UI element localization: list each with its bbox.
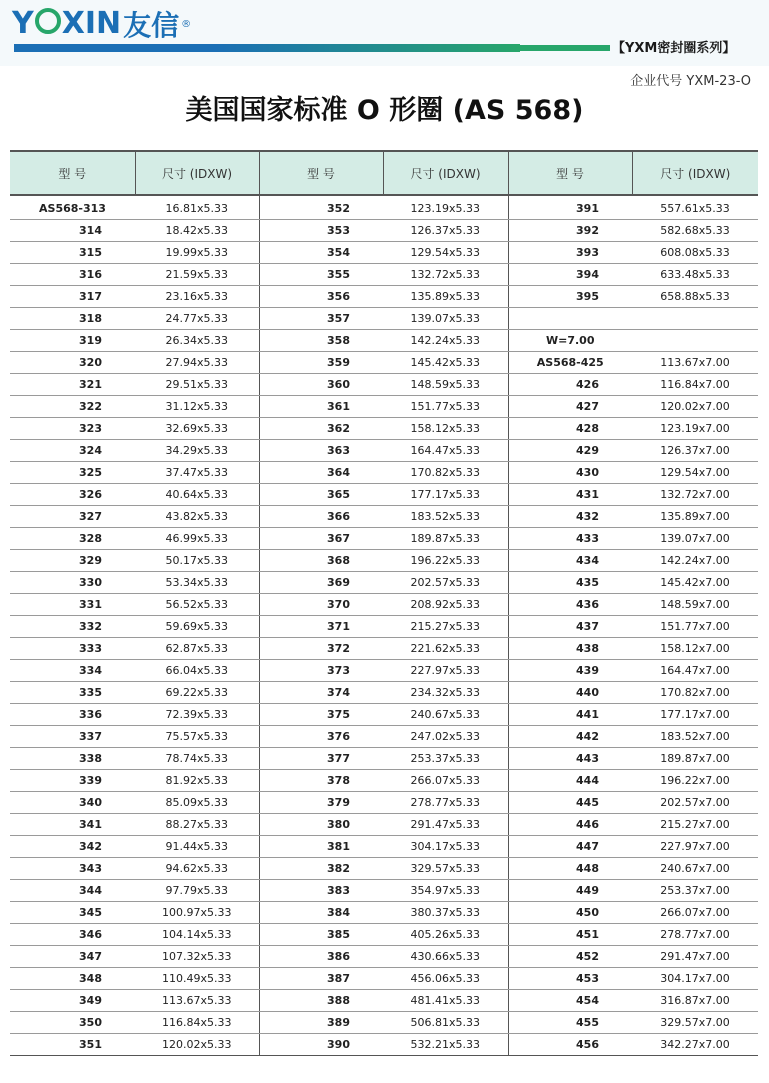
model-cell: 348 — [10, 968, 135, 990]
model-cell: 365 — [259, 484, 383, 506]
size-cell: 29.51x5.33 — [135, 374, 259, 396]
size-cell: 170.82x5.33 — [383, 462, 508, 484]
model-cell: 344 — [10, 880, 135, 902]
model-cell: AS568-425 — [508, 352, 632, 374]
table-row — [10, 748, 758, 770]
size-cell: 123.19x7.00 — [632, 418, 758, 440]
size-cell: 240.67x7.00 — [632, 858, 758, 880]
model-cell: 437 — [508, 616, 632, 638]
model-cell: 337 — [10, 726, 135, 748]
page-header — [0, 0, 769, 66]
table-row — [10, 506, 758, 528]
table-row — [10, 990, 758, 1012]
table-row — [10, 352, 758, 374]
size-cell: 31.12x5.33 — [135, 396, 259, 418]
model-cell: 379 — [259, 792, 383, 814]
model-cell: 332 — [10, 616, 135, 638]
table-row — [10, 330, 758, 352]
size-cell: 342.27x7.00 — [632, 1034, 758, 1056]
size-cell: 170.82x7.00 — [632, 682, 758, 704]
table-row — [10, 396, 758, 418]
model-cell: 427 — [508, 396, 632, 418]
model-cell: 436 — [508, 594, 632, 616]
size-cell: 56.52x5.33 — [135, 594, 259, 616]
size-cell: 456.06x5.33 — [383, 968, 508, 990]
size-cell: 202.57x7.00 — [632, 792, 758, 814]
model-cell: 319 — [10, 330, 135, 352]
model-cell: 433 — [508, 528, 632, 550]
model-cell: 439 — [508, 660, 632, 682]
size-cell: 329.57x7.00 — [632, 1012, 758, 1034]
model-cell: 391 — [508, 195, 632, 220]
model-cell: 318 — [10, 308, 135, 330]
size-cell: 582.68x5.33 — [632, 220, 758, 242]
size-cell: 59.69x5.33 — [135, 616, 259, 638]
model-cell: 347 — [10, 946, 135, 968]
header-accent-bar-green — [520, 45, 610, 51]
table-row — [10, 308, 758, 330]
size-cell: 120.02x7.00 — [632, 396, 758, 418]
size-cell: 278.77x7.00 — [632, 924, 758, 946]
model-cell: 343 — [10, 858, 135, 880]
size-cell: 78.74x5.33 — [135, 748, 259, 770]
size-cell: 69.22x5.33 — [135, 682, 259, 704]
model-cell: 321 — [10, 374, 135, 396]
size-cell: 633.48x5.33 — [632, 264, 758, 286]
table-row — [10, 682, 758, 704]
header-accent-bar — [14, 44, 520, 52]
model-cell: 378 — [259, 770, 383, 792]
size-cell: 202.57x5.33 — [383, 572, 508, 594]
table-row — [10, 1012, 758, 1034]
logo-letter-n: N — [96, 6, 122, 41]
model-cell: 380 — [259, 814, 383, 836]
model-cell: 447 — [508, 836, 632, 858]
model-cell: 370 — [259, 594, 383, 616]
size-cell: 148.59x5.33 — [383, 374, 508, 396]
series-label: 【YXM密封圈系列】 — [612, 41, 736, 56]
size-cell: 316.87x7.00 — [632, 990, 758, 1012]
model-cell: 350 — [10, 1012, 135, 1034]
page-title: 美国国家标准 O 形圈 (AS 568) — [185, 95, 584, 126]
table-row — [10, 550, 758, 572]
size-cell: 21.59x5.33 — [135, 264, 259, 286]
model-cell: 338 — [10, 748, 135, 770]
size-cell: 227.97x5.33 — [383, 660, 508, 682]
model-cell: 315 — [10, 242, 135, 264]
size-cell: 221.62x5.33 — [383, 638, 508, 660]
size-cell: 247.02x5.33 — [383, 726, 508, 748]
model-cell: 363 — [259, 440, 383, 462]
size-cell: 177.17x5.33 — [383, 484, 508, 506]
size-cell: 113.67x7.00 — [632, 352, 758, 374]
model-cell: 361 — [259, 396, 383, 418]
model-cell: W=7.00 — [508, 330, 632, 352]
model-cell: 336 — [10, 704, 135, 726]
model-cell: 376 — [259, 726, 383, 748]
table-row — [10, 946, 758, 968]
size-cell: 26.34x5.33 — [135, 330, 259, 352]
size-cell: 240.67x5.33 — [383, 704, 508, 726]
model-cell: 428 — [508, 418, 632, 440]
size-cell: 126.37x5.33 — [383, 220, 508, 242]
size-cell: 129.54x7.00 — [632, 462, 758, 484]
size-cell: 151.77x7.00 — [632, 616, 758, 638]
table-row — [10, 572, 758, 594]
size-cell: 215.27x7.00 — [632, 814, 758, 836]
col-header-type-1: 型 号 — [10, 151, 135, 195]
size-cell: 32.69x5.33 — [135, 418, 259, 440]
model-cell: 335 — [10, 682, 135, 704]
size-cell — [632, 308, 758, 330]
size-cell: 24.77x5.33 — [135, 308, 259, 330]
table-row — [10, 858, 758, 880]
size-cell: 148.59x7.00 — [632, 594, 758, 616]
model-cell: 351 — [10, 1034, 135, 1056]
logo-chinese-name: 友信 — [123, 9, 180, 42]
size-cell: 304.17x7.00 — [632, 968, 758, 990]
size-cell: 132.72x7.00 — [632, 484, 758, 506]
size-cell: 18.42x5.33 — [135, 220, 259, 242]
model-cell: 362 — [259, 418, 383, 440]
table-row — [10, 418, 758, 440]
size-cell: 107.32x5.33 — [135, 946, 259, 968]
model-cell: 431 — [508, 484, 632, 506]
size-cell: 91.44x5.33 — [135, 836, 259, 858]
model-cell: 450 — [508, 902, 632, 924]
model-cell: 341 — [10, 814, 135, 836]
model-cell: 334 — [10, 660, 135, 682]
logo-letter-y: Y — [12, 6, 34, 41]
size-cell: 27.94x5.33 — [135, 352, 259, 374]
size-cell: 126.37x7.00 — [632, 440, 758, 462]
model-cell: 330 — [10, 572, 135, 594]
logo-letter-i: I — [84, 6, 97, 41]
size-cell: 110.49x5.33 — [135, 968, 259, 990]
col-header-size-3: 尺寸 (IDXW) — [632, 151, 758, 195]
model-cell: 322 — [10, 396, 135, 418]
model-cell: 352 — [259, 195, 383, 220]
col-header-size-1: 尺寸 (IDXW) — [135, 151, 259, 195]
model-cell: 429 — [508, 440, 632, 462]
table-row — [10, 220, 758, 242]
model-cell: 345 — [10, 902, 135, 924]
table-row — [10, 836, 758, 858]
model-cell: 368 — [259, 550, 383, 572]
size-cell: 481.41x5.33 — [383, 990, 508, 1012]
size-cell: 66.04x5.33 — [135, 660, 259, 682]
model-cell: 444 — [508, 770, 632, 792]
size-cell: 291.47x5.33 — [383, 814, 508, 836]
model-cell: 388 — [259, 990, 383, 1012]
size-cell: 116.84x5.33 — [135, 1012, 259, 1034]
model-cell: 355 — [259, 264, 383, 286]
size-cell: 183.52x5.33 — [383, 506, 508, 528]
model-cell: 349 — [10, 990, 135, 1012]
table-row — [10, 484, 758, 506]
size-cell: 608.08x5.33 — [632, 242, 758, 264]
size-cell: 100.97x5.33 — [135, 902, 259, 924]
model-cell: 325 — [10, 462, 135, 484]
model-cell: 455 — [508, 1012, 632, 1034]
size-cell: 329.57x5.33 — [383, 858, 508, 880]
model-cell: 456 — [508, 1034, 632, 1056]
model-cell: 317 — [10, 286, 135, 308]
model-cell: 366 — [259, 506, 383, 528]
model-cell: 394 — [508, 264, 632, 286]
model-cell: 395 — [508, 286, 632, 308]
size-cell: 75.57x5.33 — [135, 726, 259, 748]
size-cell: 23.16x5.33 — [135, 286, 259, 308]
size-cell: 129.54x5.33 — [383, 242, 508, 264]
model-cell: 452 — [508, 946, 632, 968]
model-cell: 435 — [508, 572, 632, 594]
model-cell: 326 — [10, 484, 135, 506]
table-row — [10, 374, 758, 396]
size-cell: 94.62x5.33 — [135, 858, 259, 880]
size-cell: 81.92x5.33 — [135, 770, 259, 792]
table-body — [10, 195, 758, 1056]
model-cell: 354 — [259, 242, 383, 264]
model-cell: 371 — [259, 616, 383, 638]
size-cell: 164.47x5.33 — [383, 440, 508, 462]
size-cell: 196.22x5.33 — [383, 550, 508, 572]
model-cell: 324 — [10, 440, 135, 462]
model-cell: 360 — [259, 374, 383, 396]
model-cell: 430 — [508, 462, 632, 484]
model-cell: 432 — [508, 506, 632, 528]
model-cell: 358 — [259, 330, 383, 352]
model-cell: 329 — [10, 550, 135, 572]
model-cell: 320 — [10, 352, 135, 374]
size-cell: 72.39x5.33 — [135, 704, 259, 726]
size-cell: 253.37x5.33 — [383, 748, 508, 770]
size-cell: 532.21x5.33 — [383, 1034, 508, 1056]
model-cell: 367 — [259, 528, 383, 550]
size-cell: 120.02x5.33 — [135, 1034, 259, 1056]
model-cell: 389 — [259, 1012, 383, 1034]
model-cell: 339 — [10, 770, 135, 792]
size-cell: 34.29x5.33 — [135, 440, 259, 462]
model-cell: 384 — [259, 902, 383, 924]
company-code: 企业代号 YXM-23-O — [630, 74, 751, 89]
size-cell: 123.19x5.33 — [383, 195, 508, 220]
size-cell: 19.99x5.33 — [135, 242, 259, 264]
model-cell: 375 — [259, 704, 383, 726]
size-cell: 291.47x7.00 — [632, 946, 758, 968]
model-cell: 372 — [259, 638, 383, 660]
model-cell: 449 — [508, 880, 632, 902]
model-cell: 346 — [10, 924, 135, 946]
size-cell: 37.47x5.33 — [135, 462, 259, 484]
model-cell: 441 — [508, 704, 632, 726]
model-cell: 443 — [508, 748, 632, 770]
size-cell: 506.81x5.33 — [383, 1012, 508, 1034]
table-row — [10, 880, 758, 902]
size-cell: 135.89x7.00 — [632, 506, 758, 528]
size-cell: 142.24x5.33 — [383, 330, 508, 352]
size-cell: 183.52x7.00 — [632, 726, 758, 748]
size-cell: 278.77x5.33 — [383, 792, 508, 814]
size-cell: 104.14x5.33 — [135, 924, 259, 946]
model-cell: 454 — [508, 990, 632, 1012]
model-cell: 385 — [259, 924, 383, 946]
size-cell: 62.87x5.33 — [135, 638, 259, 660]
size-cell: 557.61x5.33 — [632, 195, 758, 220]
model-cell: 434 — [508, 550, 632, 572]
registered-mark: ® — [181, 18, 192, 30]
size-cell: 113.67x5.33 — [135, 990, 259, 1012]
table-row — [10, 792, 758, 814]
size-cell: 430.66x5.33 — [383, 946, 508, 968]
model-cell: 438 — [508, 638, 632, 660]
model-cell: 377 — [259, 748, 383, 770]
size-cell: 43.82x5.33 — [135, 506, 259, 528]
size-cell: 46.99x5.33 — [135, 528, 259, 550]
size-cell: 139.07x7.00 — [632, 528, 758, 550]
size-cell: 208.92x5.33 — [383, 594, 508, 616]
model-cell: 356 — [259, 286, 383, 308]
model-cell: 353 — [259, 220, 383, 242]
size-cell: 177.17x7.00 — [632, 704, 758, 726]
model-cell: AS568-313 — [10, 195, 135, 220]
model-cell: 374 — [259, 682, 383, 704]
model-cell: 392 — [508, 220, 632, 242]
size-cell: 253.37x7.00 — [632, 880, 758, 902]
model-cell: 382 — [259, 858, 383, 880]
logo-letter-x: X — [61, 6, 85, 41]
o-ring-size-table — [10, 150, 758, 1056]
model-cell: 445 — [508, 792, 632, 814]
model-cell: 316 — [10, 264, 135, 286]
table-row — [10, 660, 758, 682]
model-cell: 357 — [259, 308, 383, 330]
size-cell: 215.27x5.33 — [383, 616, 508, 638]
table-row — [10, 286, 758, 308]
model-cell: 328 — [10, 528, 135, 550]
size-cell: 145.42x5.33 — [383, 352, 508, 374]
table-row — [10, 594, 758, 616]
logo-o-ring-icon — [35, 8, 61, 34]
model-cell: 442 — [508, 726, 632, 748]
size-cell — [632, 330, 758, 352]
size-cell: 234.32x5.33 — [383, 682, 508, 704]
table-row — [10, 264, 758, 286]
table-row — [10, 726, 758, 748]
size-cell: 132.72x5.33 — [383, 264, 508, 286]
model-cell: 333 — [10, 638, 135, 660]
col-header-type-2: 型 号 — [259, 151, 383, 195]
brand-logo — [12, 6, 191, 42]
col-header-type-3: 型 号 — [508, 151, 632, 195]
model-cell: 453 — [508, 968, 632, 990]
model-cell: 393 — [508, 242, 632, 264]
size-cell: 189.87x7.00 — [632, 748, 758, 770]
size-cell: 97.79x5.33 — [135, 880, 259, 902]
table-row — [10, 528, 758, 550]
model-cell: 342 — [10, 836, 135, 858]
table-row — [10, 968, 758, 990]
size-cell: 85.09x5.33 — [135, 792, 259, 814]
model-cell: 314 — [10, 220, 135, 242]
col-header-size-2: 尺寸 (IDXW) — [383, 151, 508, 195]
size-cell: 380.37x5.33 — [383, 902, 508, 924]
size-cell: 164.47x7.00 — [632, 660, 758, 682]
size-cell: 50.17x5.33 — [135, 550, 259, 572]
size-cell: 405.26x5.33 — [383, 924, 508, 946]
model-cell: 364 — [259, 462, 383, 484]
size-cell: 142.24x7.00 — [632, 550, 758, 572]
size-cell: 189.87x5.33 — [383, 528, 508, 550]
size-cell: 53.34x5.33 — [135, 572, 259, 594]
size-cell: 145.42x7.00 — [632, 572, 758, 594]
table-row — [10, 616, 758, 638]
table-row — [10, 770, 758, 792]
model-cell: 327 — [10, 506, 135, 528]
model-cell: 390 — [259, 1034, 383, 1056]
size-cell: 227.97x7.00 — [632, 836, 758, 858]
size-cell: 135.89x5.33 — [383, 286, 508, 308]
size-cell: 40.64x5.33 — [135, 484, 259, 506]
table-row — [10, 462, 758, 484]
table-row — [10, 1034, 758, 1056]
model-cell: 331 — [10, 594, 135, 616]
size-cell: 116.84x7.00 — [632, 374, 758, 396]
model-cell — [508, 308, 632, 330]
table-row — [10, 242, 758, 264]
size-cell: 158.12x5.33 — [383, 418, 508, 440]
size-cell: 16.81x5.33 — [135, 195, 259, 220]
model-cell: 359 — [259, 352, 383, 374]
size-cell: 151.77x5.33 — [383, 396, 508, 418]
model-cell: 323 — [10, 418, 135, 440]
model-cell: 426 — [508, 374, 632, 396]
model-cell: 387 — [259, 968, 383, 990]
table-row — [10, 902, 758, 924]
table-row — [10, 638, 758, 660]
size-cell: 658.88x5.33 — [632, 286, 758, 308]
size-cell: 158.12x7.00 — [632, 638, 758, 660]
model-cell: 386 — [259, 946, 383, 968]
model-cell: 340 — [10, 792, 135, 814]
table-row — [10, 440, 758, 462]
size-cell: 139.07x5.33 — [383, 308, 508, 330]
model-cell: 373 — [259, 660, 383, 682]
model-cell: 446 — [508, 814, 632, 836]
table-row — [10, 814, 758, 836]
model-cell: 448 — [508, 858, 632, 880]
model-cell: 451 — [508, 924, 632, 946]
table-row — [10, 704, 758, 726]
model-cell: 440 — [508, 682, 632, 704]
size-cell: 304.17x5.33 — [383, 836, 508, 858]
size-cell: 266.07x5.33 — [383, 770, 508, 792]
size-cell: 354.97x5.33 — [383, 880, 508, 902]
size-cell: 88.27x5.33 — [135, 814, 259, 836]
size-cell: 266.07x7.00 — [632, 902, 758, 924]
table-row — [10, 924, 758, 946]
size-cell: 196.22x7.00 — [632, 770, 758, 792]
table-row — [10, 195, 758, 220]
table-header-row — [10, 151, 758, 195]
model-cell: 369 — [259, 572, 383, 594]
model-cell: 383 — [259, 880, 383, 902]
model-cell: 381 — [259, 836, 383, 858]
